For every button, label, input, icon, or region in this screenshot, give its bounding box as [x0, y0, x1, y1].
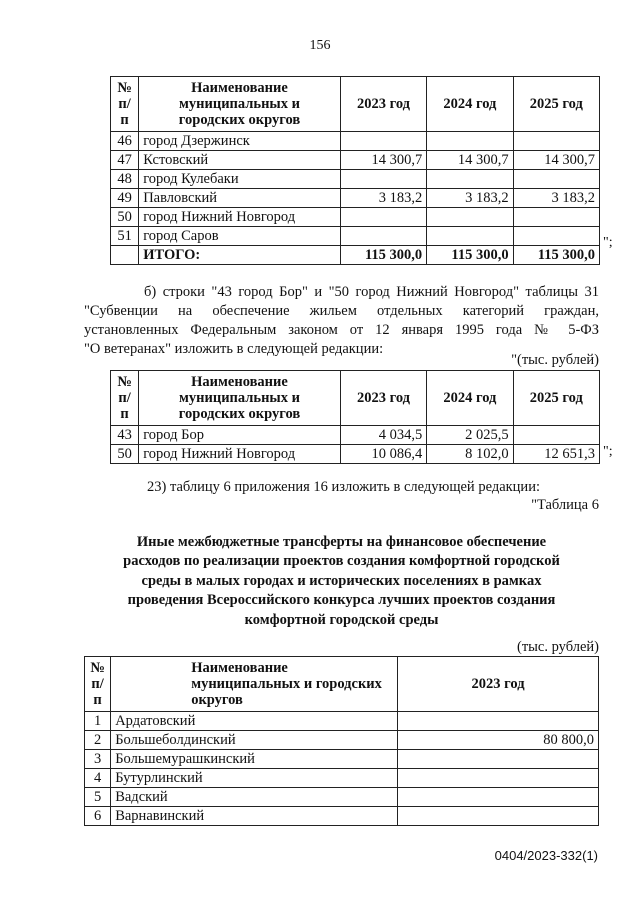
amount-cell: 80 800,0 [398, 731, 599, 750]
column-header: № п/п [111, 77, 139, 132]
municipality-name: Варнавинский [111, 807, 398, 826]
amount-cell: 2 025,5 [427, 426, 513, 445]
municipality-name: город Нижний Новгород [139, 445, 341, 464]
column-header: 2023 год [340, 371, 426, 426]
column-header: 2025 год [513, 371, 599, 426]
title-line-3: среды в малых городах и исторических поселениях в рамках [141, 573, 542, 589]
row-number: 4 [85, 769, 111, 788]
amount-cell [398, 769, 599, 788]
amount-cell [513, 227, 599, 246]
amount-cell [340, 132, 426, 151]
amount-cell [340, 170, 426, 189]
table-1-tail: "; [603, 235, 613, 250]
municipality-name: Павловский [139, 189, 341, 208]
municipality-name: город Кулебаки [139, 170, 341, 189]
table-row [85, 750, 599, 769]
row-number: 1 [85, 712, 111, 731]
table-2 [110, 370, 600, 464]
municipality-name: Большеболдинский [111, 731, 398, 750]
table-row [85, 712, 599, 731]
paragraph-b-line-2: "Субвенции на обеспечение жильем отдельных категорий граждан, [84, 303, 599, 319]
row-number: 46 [111, 132, 139, 151]
paragraph-b-line-1: б) строки "43 город Бор" и "50 город Нижний Новгород" таблицы 31 [144, 284, 599, 300]
footer-code: 0404/2023-332(1) [494, 848, 598, 863]
municipality-name: Бутурлинский [111, 769, 398, 788]
amount-cell [398, 788, 599, 807]
table-1 [110, 76, 600, 265]
table-row [111, 170, 600, 189]
title-line-4: проведения Всероссийского конкурса лучших проектов создания [127, 592, 556, 608]
row-number: 3 [85, 750, 111, 769]
column-header: № п/п [85, 657, 111, 712]
amount-cell [513, 426, 599, 445]
unit-label-2: "(тыс. рублей) [511, 352, 599, 368]
column-header: 2025 год [513, 77, 599, 132]
row-number: 2 [85, 731, 111, 750]
row-number: 47 [111, 151, 139, 170]
table-row [111, 208, 600, 227]
amount-cell [398, 712, 599, 731]
table-row [111, 445, 600, 464]
table-3 [84, 656, 599, 826]
table-row [85, 731, 599, 750]
amount-cell [398, 750, 599, 769]
row-number [111, 246, 139, 265]
column-header: № п/п [111, 371, 139, 426]
page-number: 156 [309, 38, 331, 53]
row-number: 50 [111, 208, 139, 227]
column-header: 2024 год [427, 77, 513, 132]
municipality-name: город Дзержинск [139, 132, 341, 151]
amount-cell [427, 208, 513, 227]
column-header: Наименование муниципальных и городских округов [139, 371, 341, 426]
row-number: 48 [111, 170, 139, 189]
column-header: 2023 год [340, 77, 426, 132]
row-number: 51 [111, 227, 139, 246]
municipality-name: Вадский [111, 788, 398, 807]
amount-cell: 14 300,7 [340, 151, 426, 170]
paragraph-23: 23) таблицу 6 приложения 16 изложить в следующей редакции: [147, 479, 540, 495]
municipality-name: город Нижний Новгород [139, 208, 341, 227]
amount-cell [427, 132, 513, 151]
municipality-name: город Саров [139, 227, 341, 246]
municipality-name: Кстовский [139, 151, 341, 170]
amount-cell [340, 208, 426, 227]
table-row [111, 426, 600, 445]
table-row [85, 807, 599, 826]
amount-cell: 3 183,2 [427, 189, 513, 208]
table-row [111, 132, 600, 151]
amount-cell: 8 102,0 [427, 445, 513, 464]
amount-cell: 14 300,7 [513, 151, 599, 170]
row-number: 5 [85, 788, 111, 807]
table-row [85, 788, 599, 807]
table-row [111, 189, 600, 208]
paragraph-b-line-3: установленных Федеральным законом от 12 января 1995 года № 5-ФЗ [84, 322, 599, 338]
amount-cell: 3 183,2 [340, 189, 426, 208]
total-row [111, 246, 600, 265]
amount-cell [513, 170, 599, 189]
amount-cell: 12 651,3 [513, 445, 599, 464]
municipality-name: Большемурашкинский [111, 750, 398, 769]
amount-cell [513, 132, 599, 151]
municipality-name: Ардатовский [111, 712, 398, 731]
column-header: 2023 год [398, 657, 599, 712]
amount-cell: 10 086,4 [340, 445, 426, 464]
table-row [85, 769, 599, 788]
amount-cell [340, 227, 426, 246]
row-number: 49 [111, 189, 139, 208]
title-line-1: Иные межбюджетные трансферты на финансовое обеспечение [136, 534, 547, 550]
unit-label-3: (тыс. рублей) [517, 639, 599, 655]
row-number: 43 [111, 426, 139, 445]
amount-cell: 115 300,0 [340, 246, 426, 265]
column-header: Наименование муниципальных и городских округов [111, 657, 398, 712]
title-line-2: расходов по реализации проектов создания комфортной городской [123, 553, 560, 569]
amount-cell [427, 170, 513, 189]
row-number: 6 [85, 807, 111, 826]
municipality-name: город Бор [139, 426, 341, 445]
amount-cell: 14 300,7 [427, 151, 513, 170]
title-line-5: комфортной городской среды [244, 612, 439, 628]
table-row [111, 151, 600, 170]
paragraph-b-line-4: "О ветеранах" изложить в следующей редакции: [84, 341, 384, 357]
table-6-label: "Таблица 6 [531, 497, 599, 513]
amount-cell: 4 034,5 [340, 426, 426, 445]
row-number: 50 [111, 445, 139, 464]
table-row [111, 227, 600, 246]
column-header: Наименование муниципальных и городских округов [139, 77, 341, 132]
amount-cell [513, 208, 599, 227]
amount-cell: 3 183,2 [513, 189, 599, 208]
amount-cell: 115 300,0 [513, 246, 599, 265]
municipality-name: ИТОГО: [139, 246, 341, 265]
amount-cell: 115 300,0 [427, 246, 513, 265]
header-row [85, 657, 599, 712]
table-2-tail: "; [603, 444, 613, 459]
header-row [111, 371, 600, 426]
amount-cell [427, 227, 513, 246]
column-header: 2024 год [427, 371, 513, 426]
header-row [111, 77, 600, 132]
amount-cell [398, 807, 599, 826]
